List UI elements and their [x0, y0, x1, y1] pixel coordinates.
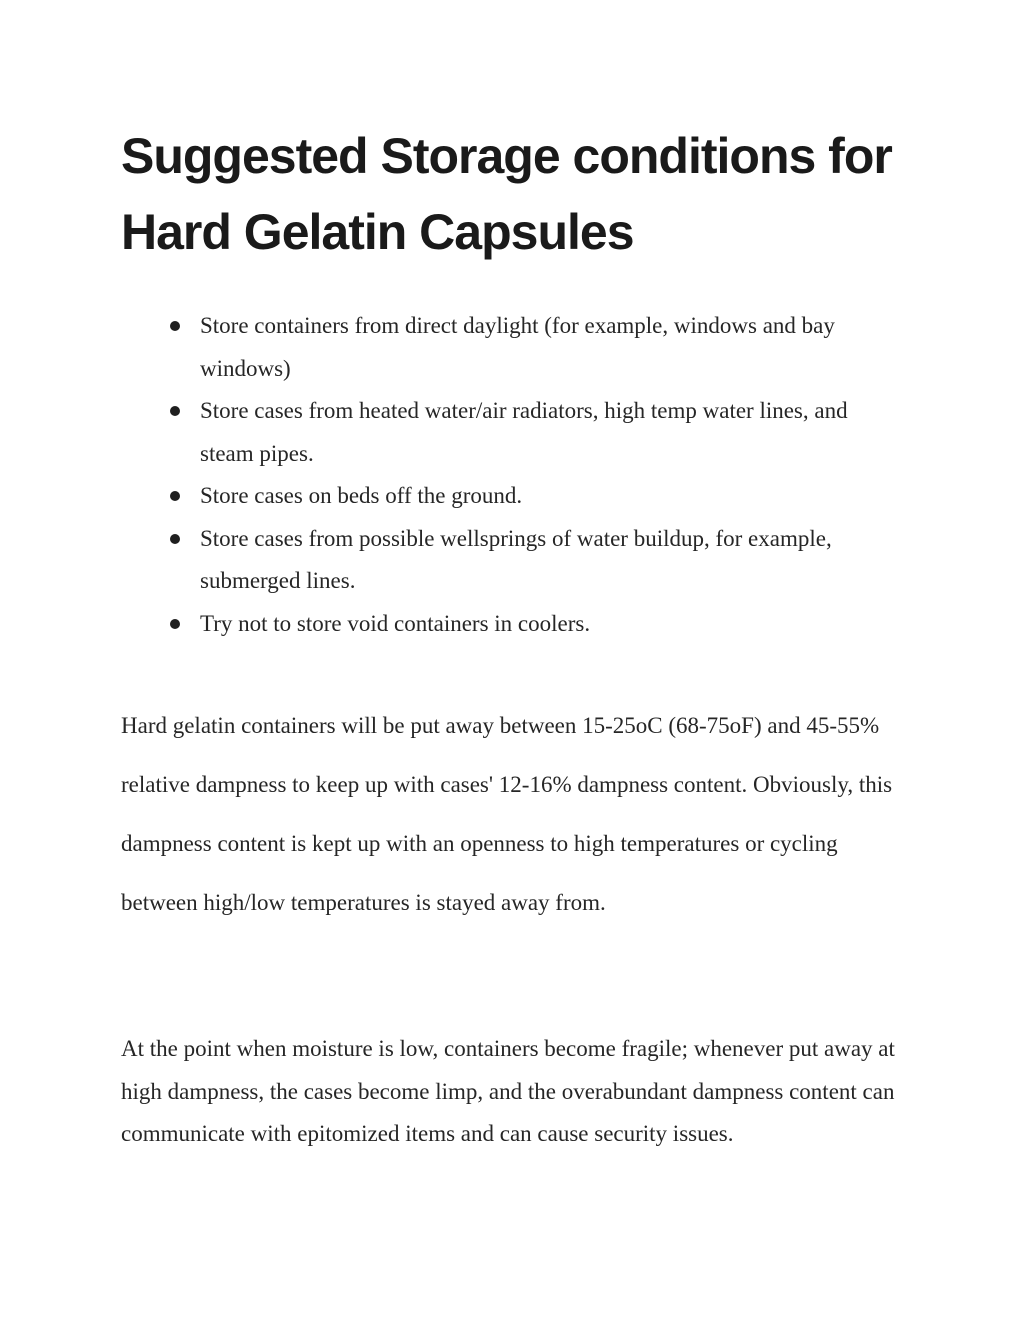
list-item	[170, 518, 890, 603]
list-item	[170, 390, 890, 475]
storage-temperature-paragraph: Hard gelatin containers will be put away between 15-25oC (68-75oF) and 45-55% relative dampness to keep up with cases' 12-16% dampness content. Obviously, this dampness content is kept up with an openness to high temperatures or cycling between high/low temperatures is stayed away from.	[121, 713, 893, 915]
bullet-dot-icon	[170, 491, 180, 501]
bullet-dot-icon	[170, 406, 180, 416]
list-item-text: Try not to store void containers in coolers.	[200, 610, 591, 636]
list-item	[170, 305, 890, 390]
page-title: Suggested Storage conditions for Hard Gelatin Capsules	[121, 128, 892, 260]
list-item-text: Store cases from possible wellsprings of water buildup, for example, submerged lines.	[200, 525, 832, 593]
bullet-dot-icon	[170, 534, 180, 544]
list-item-text: Store cases from heated water/air radiators, high temp water lines, and steam pipes.	[200, 398, 848, 466]
document-page	[121, 118, 911, 1146]
bullet-dot-icon	[170, 321, 180, 331]
list-item-text: Store containers from direct daylight (for example, windows and bay windows)	[200, 313, 835, 381]
list-item	[170, 603, 890, 646]
list-item-text: Store cases on beds off the ground.	[200, 483, 523, 508]
bullet-dot-icon	[170, 619, 180, 629]
storage-conditions-list	[170, 305, 890, 645]
list-item	[170, 475, 890, 518]
moisture-effects-paragraph: At the point when moisture is low, containers become fragile; whenever put away at high dampness, the cases become limp, and the overabundant dampness content can communicate with epitomized items and can cause security issues.	[121, 1036, 895, 1146]
